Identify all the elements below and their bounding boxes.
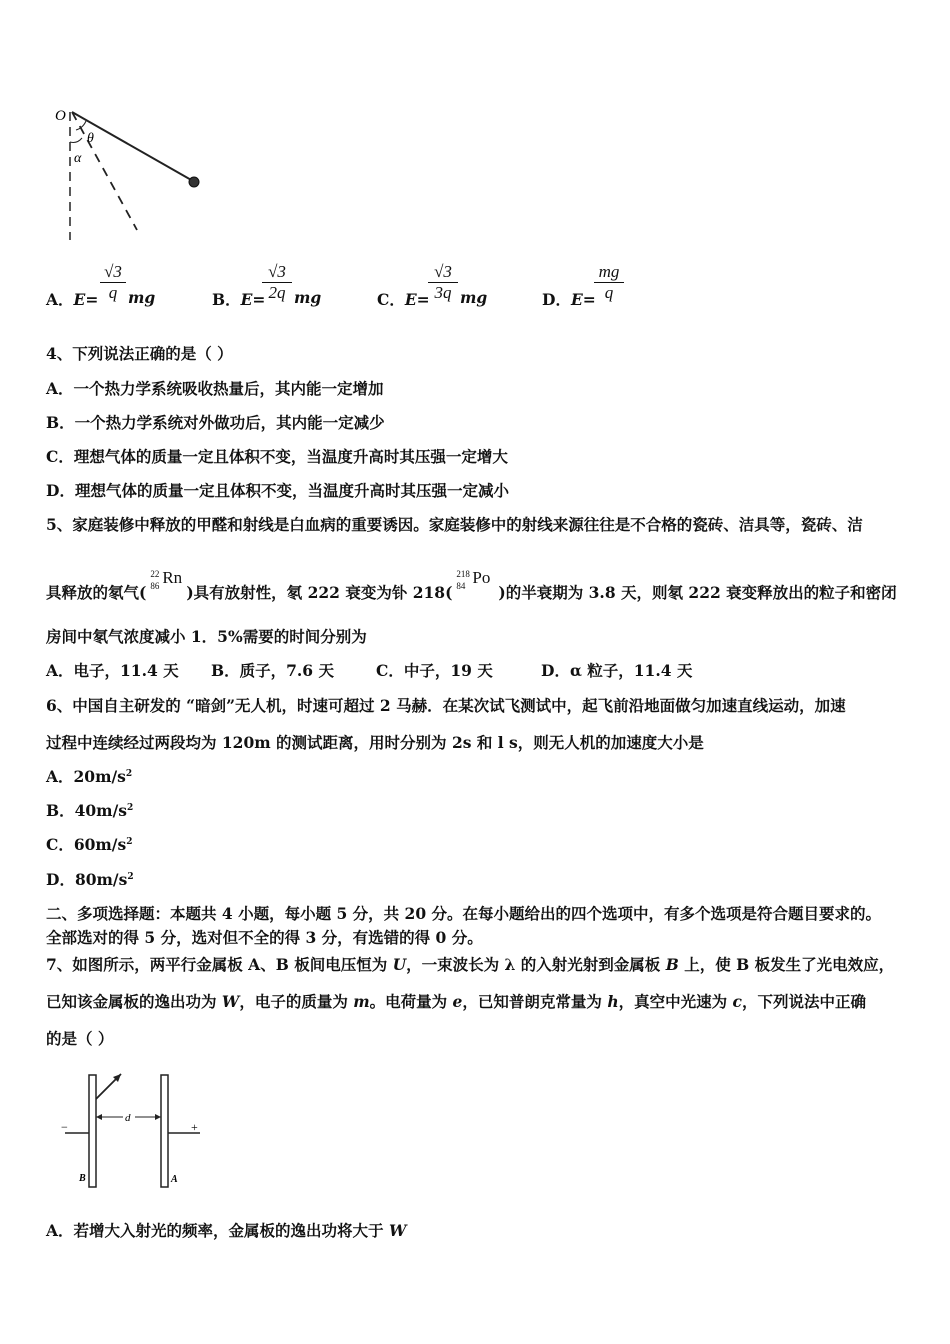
pendulum-ball — [189, 177, 199, 187]
q5-option-d[interactable]: D．α 粒子，11.4 天 — [541, 661, 693, 680]
plate-b — [89, 1075, 96, 1187]
q3-option-d[interactable] — [542, 262, 682, 318]
q6-stem-line2: 过程中连续经过两段均为 120m 的测试距离，用时分别为 2s 和 l s，则无人机的加速度大小是 — [46, 733, 704, 752]
q6-option-c[interactable]: C．$60m/s^2$ — [46, 835, 133, 854]
section2-heading-line1: 二、多项选择题：本题共 4 小题，每小题 5 分，共 20 分。在每小题给出的四个选项中，有多个选项是符合题目要求的。 — [46, 904, 882, 923]
fraction: $\frac{√3}{2q}$ — [262, 262, 292, 303]
q3-option-c[interactable] — [377, 262, 517, 318]
q4-option-d[interactable]: D．理想气体的质量一定且体积不变，当温度升高时其压强一定减小 — [46, 481, 509, 500]
q6-option-d[interactable]: D．$80m/s^2$ — [46, 870, 134, 889]
label-plate-a: A — [171, 1174, 178, 1185]
fraction: $\frac{√3}{3q}$ — [428, 262, 458, 303]
label-alpha: α — [74, 151, 82, 166]
q6-option-a[interactable]: A．$20m/s^2$ — [46, 767, 133, 786]
label-plate-b: B — [79, 1173, 86, 1184]
mg-term: mg — [460, 288, 488, 307]
q7-stem-line1: 7、如图所示，两平行金属板 A、B 板间电压恒为 U，一束波长为 λ 的入射光射到金属板 B 上，使 B 板发生了光电效应， — [46, 955, 895, 974]
polonium-isotope: 218 84 Po — [456, 568, 491, 591]
option-letter: B．E= — [212, 290, 266, 309]
q4-stem: 4、下列说法正确的是（ ） — [46, 344, 233, 363]
q5-stem-line2: 具释放的氡气( 22 86 Rn )具有放射性，氡 222 衰变为钋 218( 218 84 Po )的半衰期为 3.8 天，则氡 222 衰变释放出的粒子和密闭 — [46, 568, 897, 602]
label-d: d — [125, 1112, 131, 1124]
option-letter: A．E= — [46, 290, 99, 309]
option-letter: D．E= — [542, 290, 596, 309]
d-arrow-right — [155, 1114, 161, 1120]
q5-option-b[interactable]: B．质子，7.6 天 — [211, 661, 334, 680]
q7-option-a[interactable]: A．若增大入射光的频率，金属板的逸出功将大于 W — [46, 1221, 407, 1240]
q3-option-b[interactable] — [212, 262, 352, 318]
q6-stem-line1: 6、中国自主研发的 “暗剑”无人机，时速可超过 2 马赫．在某次试飞测试中，起飞前沿地面做匀加速直线运动，加速 — [46, 696, 846, 715]
q4-option-b[interactable]: B．一个热力学系统对外做功后，其内能一定减少 — [46, 413, 385, 432]
mg-term: mg — [294, 288, 322, 307]
d-arrow-left — [96, 1114, 102, 1120]
fraction: $\frac{mg}{q}$ — [594, 262, 624, 303]
fraction: $\frac{√3}{q}$ — [100, 262, 126, 303]
section2-heading-line2: 全部选对的得 5 分，选对但不全的得 3 分，有选错的得 0 分。 — [46, 928, 483, 947]
q5-option-c[interactable]: C．中子，19 天 — [376, 661, 493, 680]
parallel-plates-figure — [55, 1065, 215, 1200]
q7-stem-line3: 的是（ ） — [46, 1029, 114, 1048]
q5-stem-line1: 5、家庭装修中释放的甲醛和射线是白血病的重要诱因。家庭装修中的射线来源往往是不合格的瓷砖、洁具等，瓷砖、洁 — [46, 515, 863, 534]
option-letter: C．E= — [377, 290, 430, 309]
q7-stem-line2: 已知该金属板的逸出功为 W，电子的质量为 m。电荷量为 e，已知普朗克常量为 h，真空中光速为 c，下列说法中正确 — [46, 992, 866, 1011]
mg-term: mg — [128, 288, 156, 307]
q5-stem-line3: 房间中氡气浓度减小 1．5%需要的时间分别为 — [46, 627, 367, 646]
label-plus: + — [191, 1120, 198, 1134]
plate-a — [161, 1075, 168, 1187]
q4-option-c[interactable]: C．理想气体的质量一定且体积不变，当温度升高时其压强一定增大 — [46, 447, 508, 466]
pendulum-figure — [50, 100, 210, 245]
q6-option-b[interactable]: B．$40m/s^2$ — [46, 801, 134, 820]
label-theta: θ — [87, 131, 94, 146]
q5-option-a[interactable]: A．电子，11.4 天 — [46, 661, 179, 680]
label-o: O — [55, 108, 66, 124]
label-minus: − — [61, 1120, 68, 1134]
q4-option-a[interactable]: A．一个热力学系统吸收热量后，其内能一定增加 — [46, 379, 384, 398]
alpha-arc — [70, 138, 82, 143]
q3-option-a[interactable] — [46, 262, 186, 318]
radon-isotope: 22 86 Rn — [150, 568, 183, 591]
